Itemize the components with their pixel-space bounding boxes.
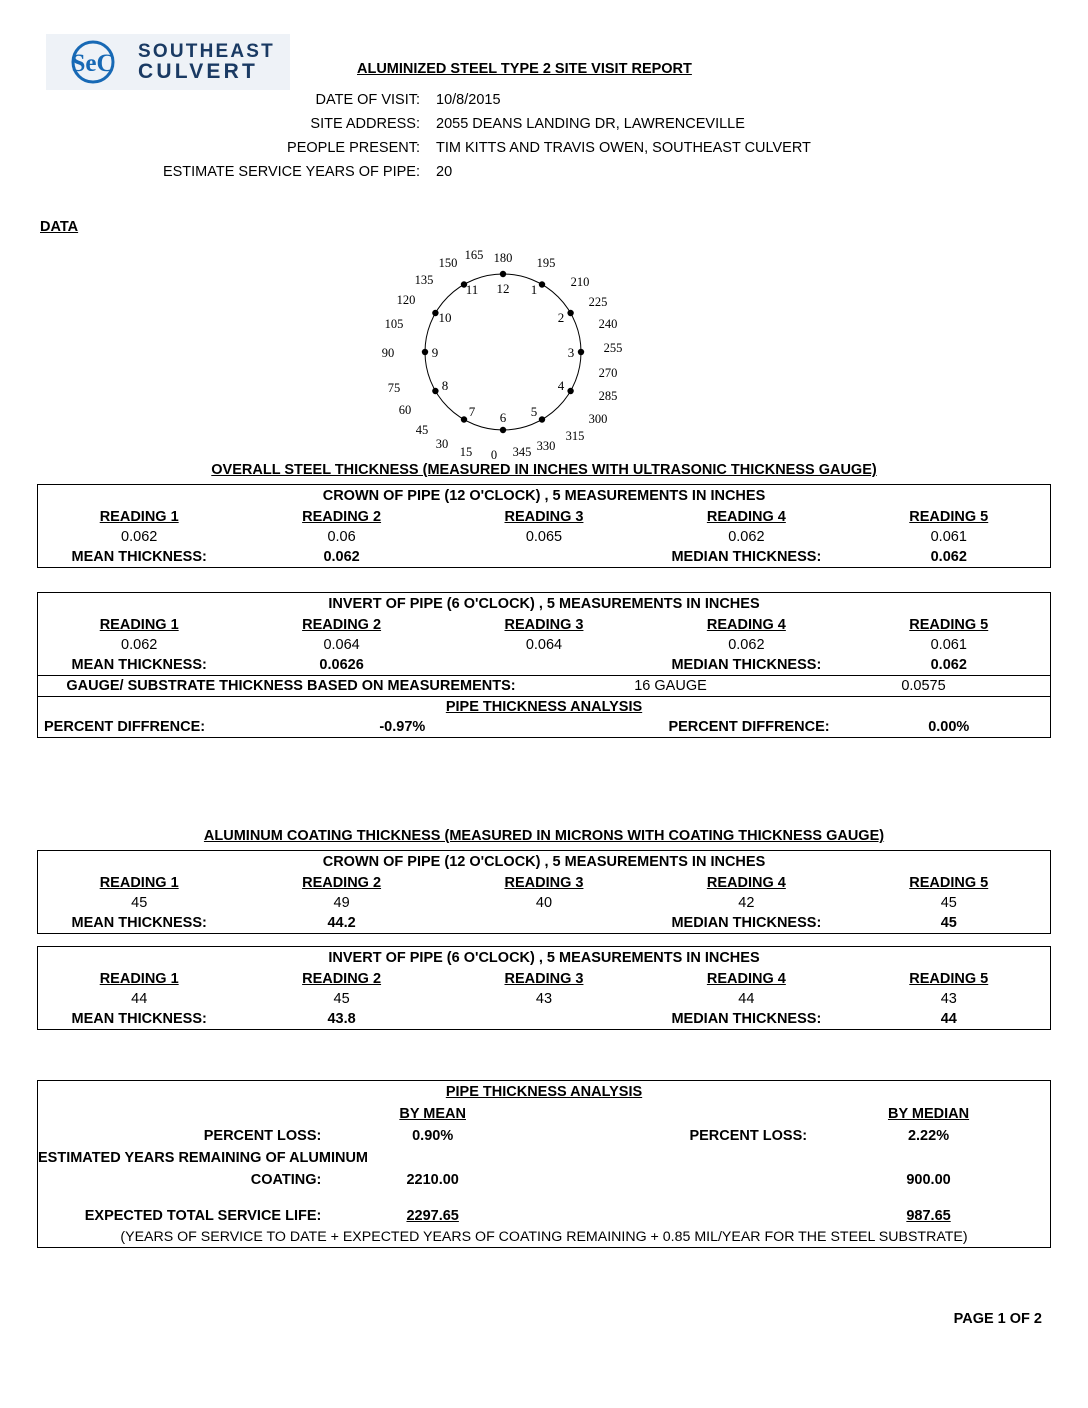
logo-wordmark	[138, 42, 275, 83]
reading-value: 45	[940, 895, 957, 911]
reading-value: 0.062	[728, 637, 765, 653]
table-row	[38, 593, 1050, 615]
svg-text:270: 270	[598, 366, 618, 380]
table-row	[38, 1125, 1050, 1147]
pipe-clock-diagram	[370, 240, 700, 465]
column-header: READING 1	[99, 875, 179, 891]
svg-text:105: 105	[384, 317, 404, 331]
percent-loss-value-mean: 0.90%	[412, 1128, 454, 1144]
svg-text:15: 15	[459, 445, 473, 459]
column-header: READING 3	[504, 509, 584, 525]
column-header: READING 4	[706, 971, 786, 987]
svg-text:255: 255	[603, 341, 623, 355]
coating-crown-caption: CROWN OF PIPE (12 O'CLOCK) , 5 MEASUREMENTS IN INCHES	[322, 854, 766, 870]
expected-service-life-label: EXPECTED TOTAL SERVICE LIFE:	[84, 1208, 322, 1224]
steel-crown-caption: CROWN OF PIPE (12 O'CLOCK) , 5 MEASUREMENTS IN INCHES	[322, 488, 766, 504]
meta-value: 10/8/2015	[436, 92, 501, 108]
table-row	[38, 989, 1050, 1009]
svg-text:285: 285	[598, 389, 618, 403]
spacer-cell	[443, 663, 645, 667]
column-header: READING 3	[504, 617, 584, 633]
reading-value: 0.062	[121, 637, 158, 653]
coating-section-title: ALUMINUM COATING THICKNESS (MEASURED IN MICRONS WITH COATING THICKNESS GAUGE)	[203, 828, 885, 844]
column-header: READING 1	[99, 971, 179, 987]
page-number: PAGE 1 OF 2	[953, 1311, 1042, 1327]
spacer-cell	[544, 1155, 1050, 1161]
svg-text:12: 12	[496, 281, 510, 296]
column-header: READING 4	[706, 875, 786, 891]
column-header: READING 4	[706, 509, 786, 525]
coating-label: COATING:	[250, 1172, 322, 1188]
median-label: MEDIAN THICKNESS:	[671, 549, 822, 565]
column-header: READING 5	[909, 971, 989, 987]
reading-value: 45	[131, 895, 148, 911]
svg-text:9: 9	[431, 345, 439, 360]
table-row	[38, 547, 1050, 567]
mean-value: 43.8	[327, 1011, 356, 1027]
sec-logo-icon	[56, 40, 130, 84]
spacer-cell	[544, 1177, 807, 1183]
column-header: READING 4	[706, 617, 786, 633]
meta-label: PEOPLE PRESENT:	[287, 140, 420, 156]
svg-text:315: 315	[565, 429, 585, 443]
spacer-cell	[544, 1111, 807, 1117]
reading-value: 45	[333, 991, 350, 1007]
steel-crown-table	[37, 484, 1051, 568]
spacer-cell	[443, 1017, 645, 1021]
meta-value: 20	[436, 164, 453, 180]
table-row	[38, 615, 1050, 635]
company-logo	[46, 34, 290, 90]
table-row	[38, 635, 1050, 655]
data-section-label: DATA	[40, 219, 79, 235]
table-row	[38, 947, 1050, 969]
table-row	[38, 655, 1050, 675]
reading-value: 0.061	[930, 637, 967, 653]
table-row	[38, 1103, 1050, 1125]
mean-label: MEAN THICKNESS:	[71, 549, 207, 565]
table-row	[38, 675, 1050, 696]
svg-text:75: 75	[387, 381, 401, 395]
svg-text:195: 195	[536, 256, 556, 270]
column-header: READING 1	[99, 509, 179, 525]
expected-service-life-median: 987.65	[906, 1208, 951, 1224]
svg-text:5: 5	[530, 404, 538, 419]
median-label: MEDIAN THICKNESS:	[671, 1011, 822, 1027]
meta-label: DATE OF VISIT:	[315, 92, 420, 108]
svg-text:1: 1	[530, 282, 538, 297]
meta-label: ESTIMATE SERVICE YEARS OF PIPE:	[162, 164, 420, 180]
reading-value: 43	[535, 991, 553, 1007]
svg-text:210: 210	[570, 275, 590, 289]
mean-value: 0.0626	[319, 657, 364, 673]
reading-value: 0.062	[121, 529, 158, 545]
table-row	[38, 913, 1050, 933]
column-header: READING 3	[504, 875, 584, 891]
svg-text:120: 120	[396, 293, 416, 307]
mean-value: 44.2	[327, 915, 356, 931]
svg-text:60: 60	[398, 403, 412, 417]
substrate-thickness-value: 0.0575	[901, 678, 946, 694]
table-row	[38, 1205, 1050, 1227]
svg-text:4: 4	[557, 378, 565, 393]
final-analysis-table	[37, 1080, 1051, 1248]
svg-text:30: 30	[435, 437, 449, 451]
svg-text:45: 45	[415, 423, 429, 437]
table-row	[38, 1147, 1050, 1169]
percent-loss-value-median: 2.22%	[907, 1128, 950, 1144]
reading-value: 0.06	[327, 529, 356, 545]
coating-years-mean: 2210.00	[406, 1172, 459, 1188]
svg-text:90: 90	[381, 346, 395, 360]
steel-section-title: OVERALL STEEL THICKNESS (MEASURED IN INCHES WITH ULTRASONIC THICKNESS GAUGE)	[211, 462, 877, 478]
steel-analysis-title: PIPE THICKNESS ANALYSIS	[445, 699, 643, 715]
table-row	[38, 527, 1050, 547]
svg-text:11: 11	[465, 282, 479, 297]
coating-invert-table	[37, 946, 1051, 1030]
steel-section	[0, 462, 1088, 738]
logo-line-2: CULVERT	[138, 59, 259, 83]
reading-value: 0.064	[323, 637, 360, 653]
spacer-cell	[38, 1111, 321, 1117]
svg-text:SeC: SeC	[71, 50, 115, 77]
expected-service-life-mean: 2297.65	[406, 1208, 459, 1224]
reading-value: 0.061	[930, 529, 967, 545]
table-row	[38, 873, 1050, 893]
median-value: 45	[940, 915, 957, 931]
reading-value: 0.062	[728, 529, 765, 545]
percent-difference-label-1: PERCENT DIFFRENCE:	[44, 719, 206, 735]
percent-difference-value-1: -0.97%	[379, 719, 426, 735]
svg-text:345: 345	[512, 445, 532, 459]
svg-text:3: 3	[567, 345, 575, 360]
column-header: READING 3	[504, 971, 584, 987]
meta-value: 2055 DEANS LANDING DR, LAWRENCEVILLE	[436, 116, 745, 132]
percent-difference-value-2: 0.00%	[928, 719, 970, 735]
document-header	[0, 0, 1088, 90]
reading-value: 0.064	[525, 637, 563, 653]
table-row	[38, 1169, 1050, 1191]
coating-crown-table	[37, 850, 1051, 934]
table-row	[38, 717, 1050, 737]
median-value: 44	[940, 1011, 957, 1027]
meta-value: TIM KITTS AND TRAVIS OWEN, SOUTHEAST CULVERT	[436, 140, 811, 156]
reading-value: 42	[738, 895, 755, 911]
mean-label: MEAN THICKNESS:	[71, 657, 207, 673]
percent-loss-label-mean: PERCENT LOSS:	[203, 1128, 322, 1144]
table-row	[38, 696, 1050, 717]
final-analysis-section	[0, 1080, 1088, 1248]
reading-value: 43	[940, 991, 957, 1007]
by-median-header: BY MEDIAN	[887, 1106, 970, 1122]
table-row	[38, 507, 1050, 527]
table-row	[38, 969, 1050, 989]
svg-text:165: 165	[464, 248, 484, 262]
final-analysis-title: PIPE THICKNESS ANALYSIS	[445, 1084, 643, 1100]
steel-invert-caption: INVERT OF PIPE (6 O'CLOCK) , 5 MEASUREMENTS IN INCHES	[328, 596, 760, 612]
svg-text:225: 225	[588, 295, 608, 309]
coating-years-median: 900.00	[906, 1172, 951, 1188]
meta-row-service-years	[0, 164, 900, 180]
median-label: MEDIAN THICKNESS:	[671, 915, 822, 931]
table-row	[38, 893, 1050, 913]
coating-section	[0, 828, 1088, 1030]
mean-label: MEAN THICKNESS:	[71, 915, 207, 931]
column-header: READING 2	[302, 509, 382, 525]
svg-text:6: 6	[499, 410, 507, 425]
column-header: READING 5	[909, 875, 989, 891]
percent-loss-label-median: PERCENT LOSS:	[689, 1128, 808, 1144]
reading-value: 44	[738, 991, 755, 1007]
svg-text:240: 240	[598, 317, 618, 331]
reading-value: 44	[131, 991, 148, 1007]
column-header: READING 5	[909, 509, 989, 525]
svg-text:300: 300	[588, 412, 608, 426]
meta-row-date	[0, 92, 900, 108]
table-row	[38, 1081, 1050, 1103]
spacer-cell	[544, 1213, 807, 1219]
estimated-years-label: ESTIMATED YEARS REMAINING OF ALUMINUM	[38, 1150, 369, 1166]
coating-invert-caption: INVERT OF PIPE (6 O'CLOCK) , 5 MEASUREMENTS IN INCHES	[328, 950, 760, 966]
svg-text:135: 135	[414, 273, 434, 287]
percent-difference-label-2: PERCENT DIFFRENCE:	[668, 719, 830, 735]
by-mean-header: BY MEAN	[399, 1106, 466, 1122]
median-value: 0.062	[930, 657, 967, 673]
mean-label: MEAN THICKNESS:	[71, 1011, 207, 1027]
reading-value: 40	[535, 895, 553, 911]
svg-text:2: 2	[557, 310, 565, 325]
spacer-cell	[443, 921, 645, 925]
table-row	[38, 485, 1050, 507]
spacer-cell	[443, 555, 645, 559]
gauge-label: GAUGE/ SUBSTRATE THICKNESS BASED ON MEASUREMENTS:	[66, 678, 516, 694]
service-life-note: (YEARS OF SERVICE TO DATE + EXPECTED YEARS OF COATING REMAINING + 0.85 MIL/YEAR FOR THE STEEL SUBSTRATE)	[120, 1229, 968, 1245]
median-value: 0.062	[930, 549, 967, 565]
table-row	[38, 1009, 1050, 1029]
steel-invert-table	[37, 592, 1051, 738]
svg-text:10: 10	[438, 310, 452, 325]
report-meta	[0, 92, 900, 188]
meta-row-people	[0, 140, 900, 156]
page-title: ALUMINIZED STEEL TYPE 2 SITE VISIT REPORT	[357, 61, 692, 77]
svg-text:180: 180	[493, 251, 513, 265]
svg-text:150: 150	[438, 256, 458, 270]
svg-text:7: 7	[468, 404, 476, 419]
column-header: READING 5	[909, 617, 989, 633]
table-row	[38, 851, 1050, 873]
reading-value: 0.065	[525, 529, 563, 545]
meta-label: SITE ADDRESS:	[310, 116, 420, 132]
column-header: READING 2	[302, 617, 382, 633]
logo-line-1: SOUTHEAST	[138, 40, 275, 62]
column-header: READING 1	[99, 617, 179, 633]
mean-value: 0.062	[323, 549, 360, 565]
svg-text:330: 330	[536, 439, 556, 453]
svg-text:0: 0	[490, 448, 498, 462]
table-row	[38, 1227, 1050, 1247]
gauge-value: 16 GAUGE	[634, 678, 707, 694]
meta-row-address	[0, 116, 900, 132]
column-header: READING 2	[302, 875, 382, 891]
column-header: READING 2	[302, 971, 382, 987]
reading-value: 49	[333, 895, 350, 911]
svg-text:8: 8	[441, 378, 449, 393]
median-label: MEDIAN THICKNESS:	[671, 657, 822, 673]
